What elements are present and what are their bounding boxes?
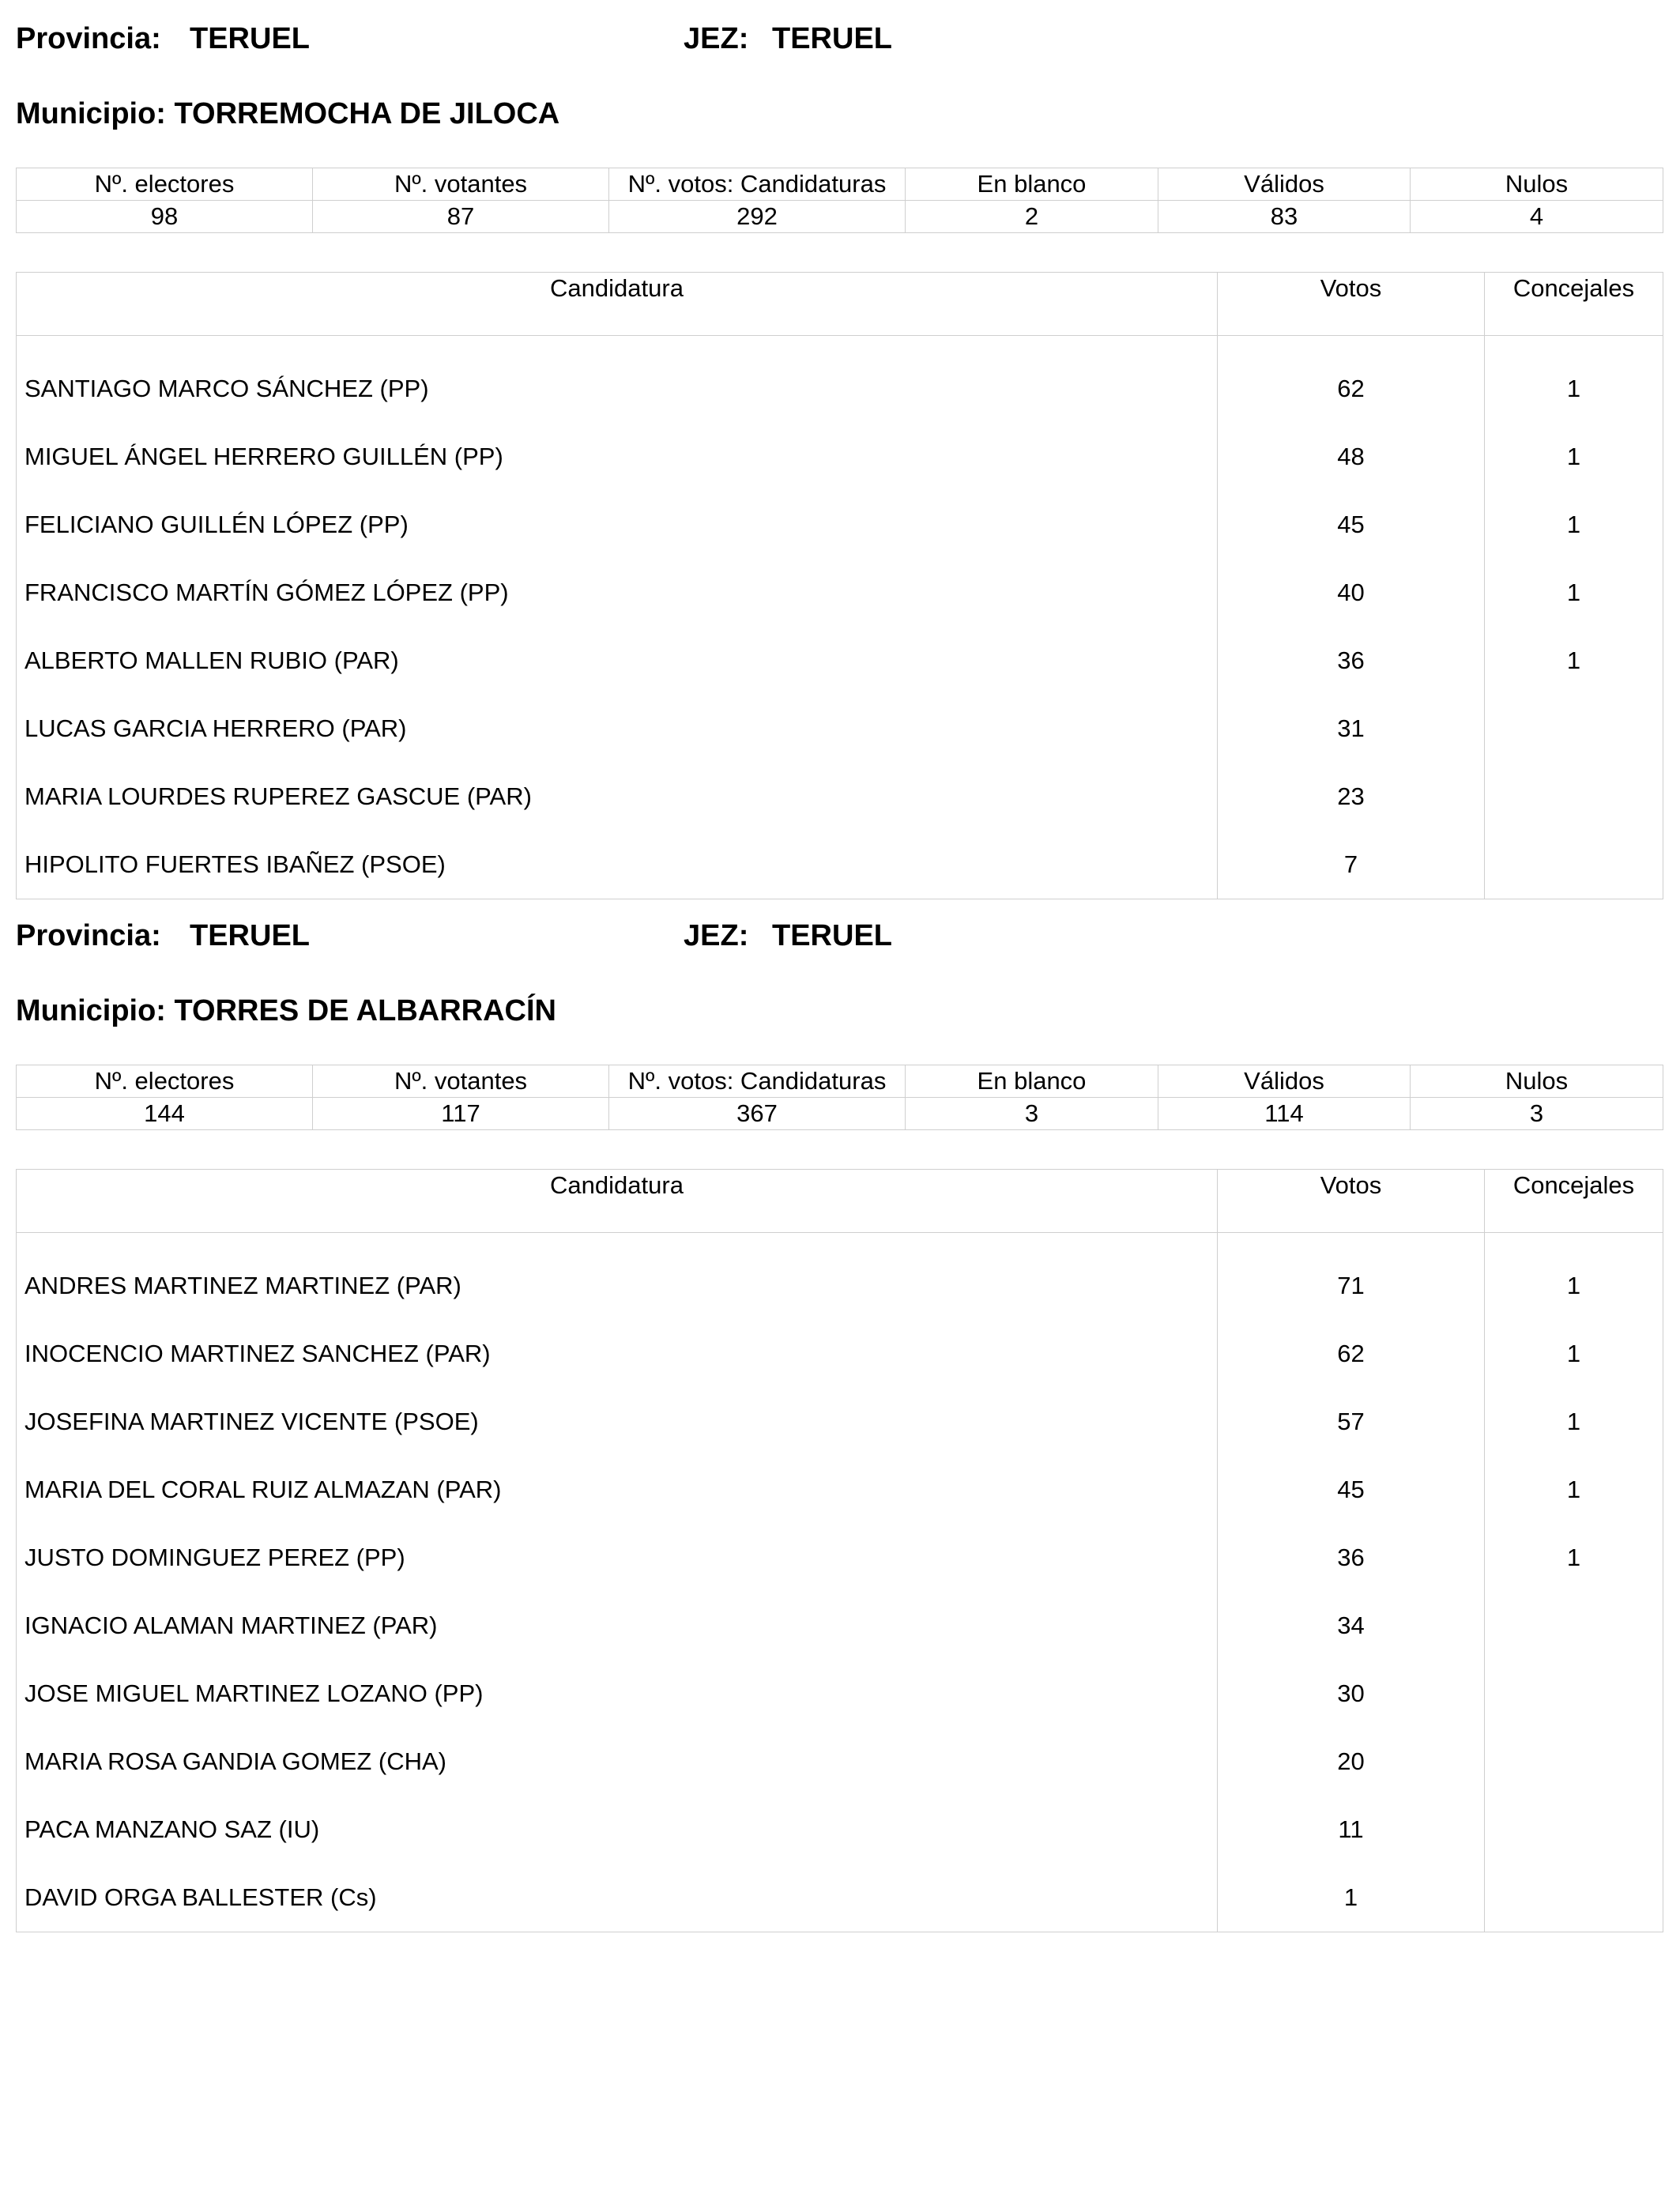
col-header-candidatura: Candidatura bbox=[17, 1170, 1218, 1233]
summary-header: Válidos bbox=[1158, 168, 1411, 201]
candidate-votes: 36 bbox=[1218, 1524, 1485, 1592]
candidate-seats: 1 bbox=[1485, 559, 1663, 627]
table-row bbox=[17, 1320, 1663, 1388]
table-row bbox=[17, 423, 1663, 491]
table-row bbox=[17, 1660, 1663, 1728]
summary-value: 3 bbox=[906, 1098, 1158, 1130]
candidate-seats bbox=[1485, 831, 1663, 899]
candidate-votes: 30 bbox=[1218, 1660, 1485, 1728]
table-row bbox=[17, 1388, 1663, 1456]
candidate-seats: 1 bbox=[1485, 336, 1663, 424]
candidate-votes: 34 bbox=[1218, 1592, 1485, 1660]
table-row bbox=[17, 1864, 1663, 1932]
summary-header: Nº. electores bbox=[17, 1065, 313, 1098]
municipio-title bbox=[16, 994, 556, 1028]
candidate-name: FELICIANO GUILLÉN LÓPEZ (PP) bbox=[17, 491, 1218, 559]
summary-value: 4 bbox=[1411, 201, 1663, 233]
province-header bbox=[16, 919, 1663, 959]
candidate-votes: 1 bbox=[1218, 1864, 1485, 1932]
table-row bbox=[17, 1592, 1663, 1660]
col-header-votos: Votos bbox=[1218, 1170, 1485, 1233]
summary-header: Nº. votantes bbox=[313, 168, 609, 201]
municipio-label: Municipio: bbox=[16, 97, 166, 130]
candidate-seats bbox=[1485, 1660, 1663, 1728]
candidate-name: FRANCISCO MARTÍN GÓMEZ LÓPEZ (PP) bbox=[17, 559, 1218, 627]
summary-header-row bbox=[17, 1065, 1663, 1098]
summary-header: En blanco bbox=[906, 1065, 1158, 1098]
table-row bbox=[17, 695, 1663, 763]
jez-value: TERUEL bbox=[772, 919, 892, 952]
municipio-value: TORRES DE ALBARRACÍN bbox=[174, 994, 556, 1027]
table-row bbox=[17, 336, 1663, 424]
candidate-seats bbox=[1485, 1796, 1663, 1864]
municipio-value: TORREMOCHA DE JILOCA bbox=[174, 97, 560, 130]
candidates-table bbox=[16, 1169, 1663, 1932]
summary-header: Válidos bbox=[1158, 1065, 1411, 1098]
candidate-name: MIGUEL ÁNGEL HERRERO GUILLÉN (PP) bbox=[17, 423, 1218, 491]
col-header-votos: Votos bbox=[1218, 273, 1485, 336]
candidate-votes: 62 bbox=[1218, 336, 1485, 424]
table-row bbox=[17, 1233, 1663, 1321]
candidate-seats bbox=[1485, 1864, 1663, 1932]
candidates-header-row bbox=[17, 273, 1663, 336]
candidates-header-row bbox=[17, 1170, 1663, 1233]
col-header-concejales: Concejales bbox=[1485, 273, 1663, 336]
municipio-title bbox=[16, 97, 559, 131]
summary-header-row bbox=[17, 168, 1663, 201]
candidate-name: PACA MANZANO SAZ (IU) bbox=[17, 1796, 1218, 1864]
candidate-votes: 71 bbox=[1218, 1233, 1485, 1321]
jez-label: JEZ: bbox=[684, 22, 749, 55]
candidate-votes: 45 bbox=[1218, 491, 1485, 559]
summary-header: Nulos bbox=[1411, 168, 1663, 201]
summary-value: 2 bbox=[906, 201, 1158, 233]
col-header-candidatura: Candidatura bbox=[17, 273, 1218, 336]
summary-header: En blanco bbox=[906, 168, 1158, 201]
summary-value: 98 bbox=[17, 201, 313, 233]
candidate-seats: 1 bbox=[1485, 1320, 1663, 1388]
provincia-label: Provincia: bbox=[16, 22, 161, 55]
summary-table bbox=[16, 1065, 1663, 1130]
municipality-block bbox=[16, 22, 1663, 878]
table-row bbox=[17, 1796, 1663, 1864]
summary-value: 117 bbox=[313, 1098, 609, 1130]
candidate-name: MARIA LOURDES RUPEREZ GASCUE (PAR) bbox=[17, 763, 1218, 831]
candidate-seats: 1 bbox=[1485, 1233, 1663, 1321]
candidate-votes: 48 bbox=[1218, 423, 1485, 491]
summary-value-row bbox=[17, 201, 1663, 233]
summary-value: 83 bbox=[1158, 201, 1411, 233]
provincia-value: TERUEL bbox=[190, 22, 310, 55]
candidate-votes: 40 bbox=[1218, 559, 1485, 627]
table-row bbox=[17, 763, 1663, 831]
summary-value: 144 bbox=[17, 1098, 313, 1130]
candidate-votes: 7 bbox=[1218, 831, 1485, 899]
summary-value: 367 bbox=[609, 1098, 906, 1130]
summary-header: Nº. votos: Candidaturas bbox=[609, 168, 906, 201]
summary-value: 3 bbox=[1411, 1098, 1663, 1130]
candidate-seats bbox=[1485, 1592, 1663, 1660]
candidate-name: JUSTO DOMINGUEZ PEREZ (PP) bbox=[17, 1524, 1218, 1592]
summary-header: Nº. electores bbox=[17, 168, 313, 201]
candidate-name: DAVID ORGA BALLESTER (Cs) bbox=[17, 1864, 1218, 1932]
summary-header: Nº. votantes bbox=[313, 1065, 609, 1098]
provincia-value: TERUEL bbox=[190, 919, 310, 952]
table-row bbox=[17, 1456, 1663, 1524]
candidate-seats bbox=[1485, 1728, 1663, 1796]
candidate-name: ALBERTO MALLEN RUBIO (PAR) bbox=[17, 627, 1218, 695]
candidate-votes: 20 bbox=[1218, 1728, 1485, 1796]
candidate-seats: 1 bbox=[1485, 627, 1663, 695]
table-row bbox=[17, 1524, 1663, 1592]
table-row bbox=[17, 491, 1663, 559]
candidate-name: IGNACIO ALAMAN MARTINEZ (PAR) bbox=[17, 1592, 1218, 1660]
candidate-name: ANDRES MARTINEZ MARTINEZ (PAR) bbox=[17, 1233, 1218, 1321]
candidate-name: INOCENCIO MARTINEZ SANCHEZ (PAR) bbox=[17, 1320, 1218, 1388]
provincia-label: Provincia: bbox=[16, 919, 161, 952]
candidate-seats: 1 bbox=[1485, 491, 1663, 559]
col-header-concejales: Concejales bbox=[1485, 1170, 1663, 1233]
candidate-name: SANTIAGO MARCO SÁNCHEZ (PP) bbox=[17, 336, 1218, 424]
province-header bbox=[16, 22, 1663, 62]
candidate-seats: 1 bbox=[1485, 1388, 1663, 1456]
candidate-votes: 23 bbox=[1218, 763, 1485, 831]
candidate-votes: 36 bbox=[1218, 627, 1485, 695]
candidate-votes: 45 bbox=[1218, 1456, 1485, 1524]
candidate-name: JOSEFINA MARTINEZ VICENTE (PSOE) bbox=[17, 1388, 1218, 1456]
municipio-label: Municipio: bbox=[16, 994, 166, 1027]
summary-value-row bbox=[17, 1098, 1663, 1130]
summary-header: Nulos bbox=[1411, 1065, 1663, 1098]
candidate-name: LUCAS GARCIA HERRERO (PAR) bbox=[17, 695, 1218, 763]
candidate-seats: 1 bbox=[1485, 1456, 1663, 1524]
municipality-block bbox=[16, 919, 1663, 1911]
candidate-name: JOSE MIGUEL MARTINEZ LOZANO (PP) bbox=[17, 1660, 1218, 1728]
summary-header: Nº. votos: Candidaturas bbox=[609, 1065, 906, 1098]
table-row bbox=[17, 559, 1663, 627]
jez-label: JEZ: bbox=[684, 919, 749, 952]
candidate-votes: 57 bbox=[1218, 1388, 1485, 1456]
table-row bbox=[17, 831, 1663, 899]
candidate-seats: 1 bbox=[1485, 423, 1663, 491]
summary-value: 292 bbox=[609, 201, 906, 233]
table-row bbox=[17, 627, 1663, 695]
candidate-name: MARIA DEL CORAL RUIZ ALMAZAN (PAR) bbox=[17, 1456, 1218, 1524]
candidate-seats: 1 bbox=[1485, 1524, 1663, 1592]
table-row bbox=[17, 1728, 1663, 1796]
candidate-votes: 31 bbox=[1218, 695, 1485, 763]
candidate-votes: 62 bbox=[1218, 1320, 1485, 1388]
jez-value: TERUEL bbox=[772, 22, 892, 55]
summary-value: 87 bbox=[313, 201, 609, 233]
candidate-seats bbox=[1485, 695, 1663, 763]
candidate-seats bbox=[1485, 763, 1663, 831]
candidate-name: HIPOLITO FUERTES IBAÑEZ (PSOE) bbox=[17, 831, 1218, 899]
summary-table bbox=[16, 168, 1663, 233]
candidates-table bbox=[16, 272, 1663, 899]
summary-value: 114 bbox=[1158, 1098, 1411, 1130]
candidate-name: MARIA ROSA GANDIA GOMEZ (CHA) bbox=[17, 1728, 1218, 1796]
candidate-votes: 11 bbox=[1218, 1796, 1485, 1864]
